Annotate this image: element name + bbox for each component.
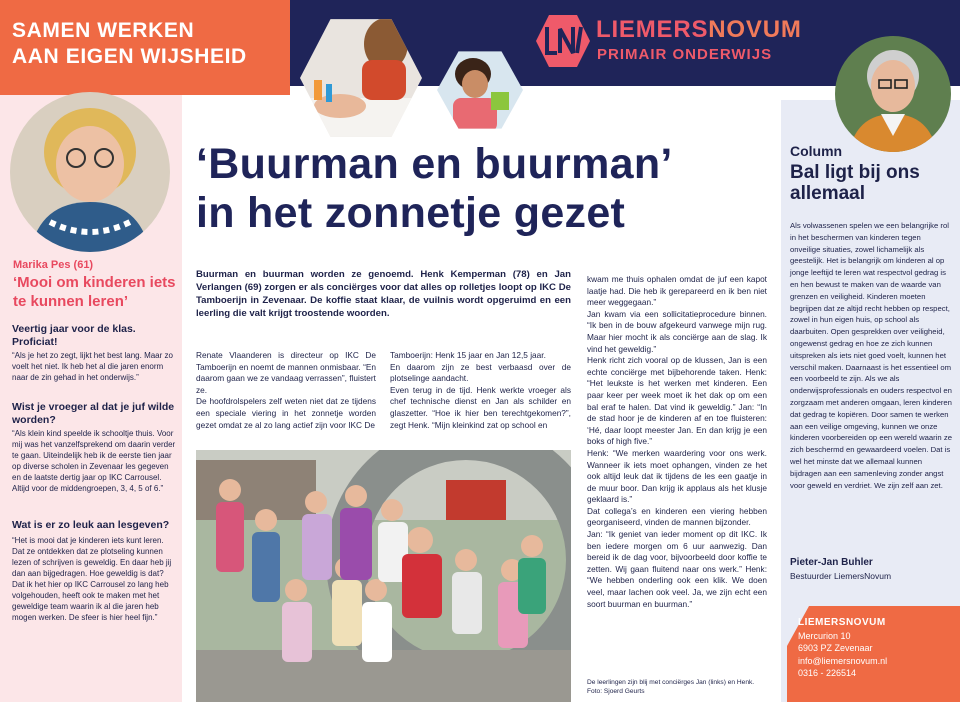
answer-1: “Als je het zo zegt, lijkt het best lang. Maar zo voelt het niet. Ik heb het al die jaren enorm naar de zin gehad in het onderwijs.” (12, 351, 173, 382)
question-2: Wist je vroeger al dat je juf wilde worden? (12, 401, 175, 426)
question-1: Veertig jaar voor de klas. Proficiat! (12, 323, 136, 348)
interviewee-photo (10, 92, 170, 252)
slogan-line-1: SAMEN WERKEN (12, 19, 195, 42)
group-photo (196, 450, 571, 702)
column-body: Als volwassenen spelen we een belangrijke rol in het beschermen van kinderen tegen onveilige situaties, zowel lichamelijk als geestelijk. Het is belangrijk om kinderen al op jonge leeftijd te leren wat respectvol gedrag is en hen bewust te maken van de waarde van grenzen en veiligheid. Kinderen moeten begrijpen dat ze altijd recht hebben op respect, zowel in hun eigen huis, op school als daarbuiten. Open gesprekken over veiligheid, ongewenst gedrag en hoe ze zich kunnen uitspreken als iets niet goed voelt, kunnen het verschil maken. Daarnaast is het essentieel om een voorbeeld te zijn. Als we als onderwijsprofessionals en ouders respectvol en zorgzaam met anderen omgaan, leren kinderen dat gedrag te kopiëren. Door samen te werken aan een veilige omgeving, kunnen we onze kinderen voorbereiden op een wereld waarin ze zich beschermd en gewaardeerd voelen. Dat is wel het minste dat we allemaal kunnen bijdragen aan een samenleving zonder angst voor geweld en verdriet. We zijn zelf aan zet. (790, 221, 952, 490)
slogan-line-2: AAN EIGEN WIJSHEID (12, 45, 247, 68)
contact-email[interactable]: info@liemersnovum.nl (798, 655, 888, 666)
brand-name-part-2: NOVUM (708, 16, 802, 43)
answer-2: “Als klein kind speelde ik schooltje thuis. Voor mij was het vanzelfsprekend om daarin verder te gaan. Uiteindelijk heb ik de eerste tien jaar op diverse scholen in Zevenaar les gegeven en de laatste dertig jaar op IKC Carrousel. Altijd voor de middengroepen, 3, 4, 5 of 6.” (12, 429, 176, 493)
contact-phone[interactable]: 0316 - 226514 (798, 668, 857, 679)
column-author: Pieter-Jan Buhler (790, 557, 873, 568)
brand-name (596, 16, 802, 44)
question-3: Wat is er zo leuk aan lesgeven? (12, 519, 170, 531)
contact-street: Mercurion 10 (798, 630, 851, 641)
contact-city: 6903 PZ Zevenaar (798, 643, 873, 654)
interviewee-quote: ‘Mooi om kinderen iets te kunnen leren’ (13, 274, 176, 310)
photo-caption: De leerlingen zijn blij met conciërges Jan (links) en Henk. Foto: Sjoerd Geurts (587, 679, 755, 695)
headline-line-2: in het zonnetje gezet (196, 189, 626, 237)
interviewee-name: Marika Pes (61) (13, 259, 94, 271)
article-column-1: Renate Vlaanderen is directeur op IKC De Tamboerijn en noemt de mannen onmisbaar. “En daarom gaan we ze vandaag verrassen”, fluistert ze. De hoofdrolspelers zelf weten niet dat ze tijdens een speciale viering in het zonnetje worden gezet omdat ze al zo lang actief zijn voor IKC De (196, 350, 376, 430)
columnist-photo (835, 36, 951, 152)
article-headline (196, 140, 776, 238)
answer-3: “Het is mooi dat je kinderen iets kunt leren. Dat ze ontdekken dat ze plotseling kunnen lezen of schrijven is geweldig. En daar heb jij dan aan bijgedragen. Hoe geweldig is dat? Dat ik het hier op IKC Carrousel zo lang heb volgehouden, heeft ook te maken met het geweldige team waarin ik al die jaren heb mogen werken. De sfeer is hier heel fijn.” (12, 536, 172, 622)
column-author-role: Bestuurder LiemersNovum (790, 571, 892, 581)
article-intro: Buurman en buurman worden ze genoemd. Henk Kemperman (78) en Jan Verlangen (69) zorgen er als conciërges voor dat alles op rolletjes loopt op IKC De Tamboerijn in Zevenaar. De koffie staat klaar, de vuilnis wordt opgeruimd en een leerling die valt krijgt troostende woorden. (196, 269, 571, 319)
contact-details (798, 617, 887, 680)
liemersnovum-logo (535, 13, 591, 69)
slogan (12, 18, 288, 70)
brand-name-part-1: LIEMERS (596, 16, 709, 43)
contact-name: LIEMERSNOVUM (798, 617, 886, 628)
brand-subtitle: PRIMAIR ONDERWIJS (597, 46, 773, 63)
article-column-3: kwam me thuis ophalen omdat de juf een kapot laatje had. Die heb ik gerepareerd en ik ben niet meer weggegaan.” Jan kwam via een sollicitatieprocedure binnen. “Ik ben in de bouw afgekeurd vanwege mijn rug. Maar hier mocht ik als conciërge aan de slag. Ik vind het geweldig.” Henk richt zich vooral op de klussen, Jan is een echte conciërge met bijbehorende taken. Henk: “Het leukste is het werken met kinderen. Een paar keer per week moet ik het dak op om een bal eraf te halen. Dat vind ik geweldig.” Jan: “In de stad hoor je de kinderen af en toe fluisteren: ‘Hé, daar loopt meester Jan. En dan krijg je een boks of high five.” Henk: “We merken waardering voor ons werk. Wanneer ik iets moet ophangen, vinden ze het ook altijd leuk dat ik tijdens de les een gaatje in de muur boor. Dan krijg ik applaus als het klusje geklaard is.” Dat collega’s en kinderen een viering hebben georganiseerd, vinden de mannen bijzonder. Jan: “Ik geniet van ieder moment op dit IKC. Ik ben iedere morgen om 6 uur aanwezig. Dan bereid ik de dag voor, bijvoorbeeld door koffie te zetten. Wij gaan fluitend naar ons werk.” Henk: “We hebben onderling ook een klik. We doen veel, maar lachen ook veel. Ja, we zijn echt een soort buurman en buurman.” (587, 274, 767, 609)
headline-line-1: ‘Buurman en buurman’ (196, 140, 673, 188)
column-label: Column (790, 143, 843, 159)
article-column-2: Tamboerijn: Henk 15 jaar en Jan 12,5 jaar. En daarom zijn ze best verbaasd over de plotselinge aandacht. Even terug in de tijd. Henk werkte vroeger als chef technische dienst en Jan als schilder en glaszetter. “Hoe ik hier ben terechtgekomen?”, zegt Henk. “Mijn kleinkind zat op school en (390, 350, 571, 430)
column-title: Bal ligt bij ons allemaal (790, 162, 920, 204)
